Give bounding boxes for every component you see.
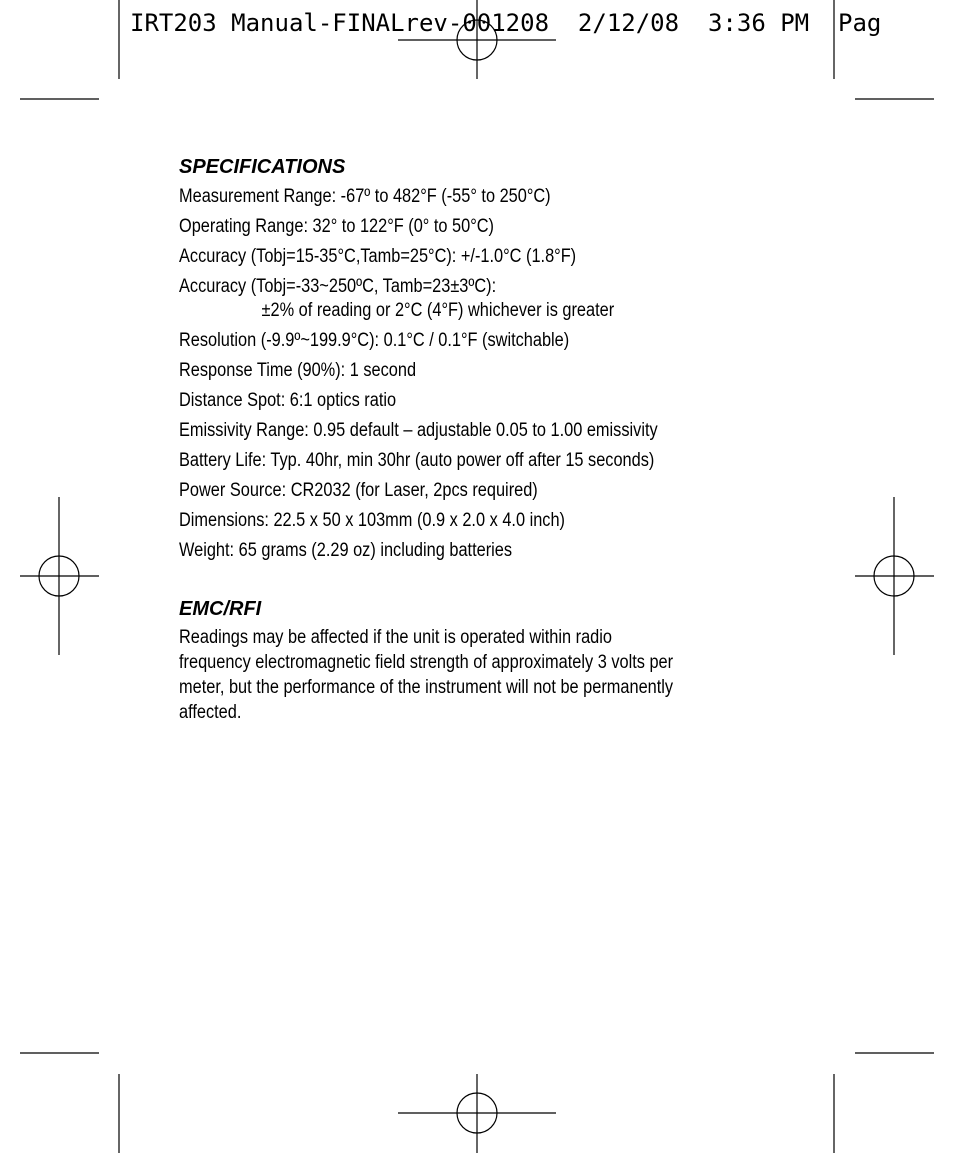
spec-dimensions: Dimensions: 22.5 x 50 x 103mm (0.9 x 2.0 x 4.0 inch) (179, 510, 565, 531)
spec-operating-range: Operating Range: 32° to 122°F (0° to 50°C) (179, 216, 494, 237)
spec-resolution: Resolution (-9.9º~199.9°C): 0.1°C / 0.1°F (switchable) (179, 330, 570, 351)
spec-accuracy-standard: Accuracy (Tobj=15-35°C,Tamb=25°C): +/-1.0°C (1.8°F) (179, 246, 577, 267)
print-slug-line: IRT203 Manual-FINALrev-001208 2/12/08 3:36 PM Pag (130, 9, 882, 37)
registration-mark-bottom (398, 1074, 556, 1153)
manual-page-content (179, 155, 819, 725)
registration-mark-left (20, 497, 99, 655)
spec-measurement-range: Measurement Range: -67º to 482°F (-55° to 250°C) (179, 186, 551, 207)
spec-response-time: Response Time (90%): 1 second (179, 360, 417, 381)
emc-paragraph-line: affected. (179, 702, 242, 723)
emc-rfi-paragraph (179, 625, 819, 725)
emc-paragraph-line: Readings may be affected if the unit is operated within radio (179, 627, 612, 648)
registration-mark-right (855, 497, 934, 655)
spec-accuracy-extended-detail: ±2% of reading or 2°C (4°F) whichever is greater (261, 300, 615, 321)
spec-power-source: Power Source: CR2032 (for Laser, 2pcs required) (179, 480, 538, 501)
emc-rfi-heading: EMC/RFI (179, 598, 262, 620)
spec-accuracy-extended: Accuracy (Tobj=-33~250ºC, Tamb=23±3ºC): (179, 276, 497, 297)
spec-distance-spot: Distance Spot: 6:1 optics ratio (179, 390, 397, 411)
spec-weight: Weight: 65 grams (2.29 oz) including batteries (179, 540, 513, 561)
emc-paragraph-line: meter, but the performance of the instrument will not be permanently (179, 677, 674, 698)
spec-battery-life: Battery Life: Typ. 40hr, min 30hr (auto power off after 15 seconds) (179, 450, 655, 471)
specifications-heading: SPECIFICATIONS (179, 156, 346, 178)
specifications-list (179, 185, 819, 563)
spec-emissivity-range: Emissivity Range: 0.95 default – adjustable 0.05 to 1.00 emissivity (179, 420, 658, 441)
emc-paragraph-line: frequency electromagnetic field strength of approximately 3 volts per (179, 652, 674, 673)
